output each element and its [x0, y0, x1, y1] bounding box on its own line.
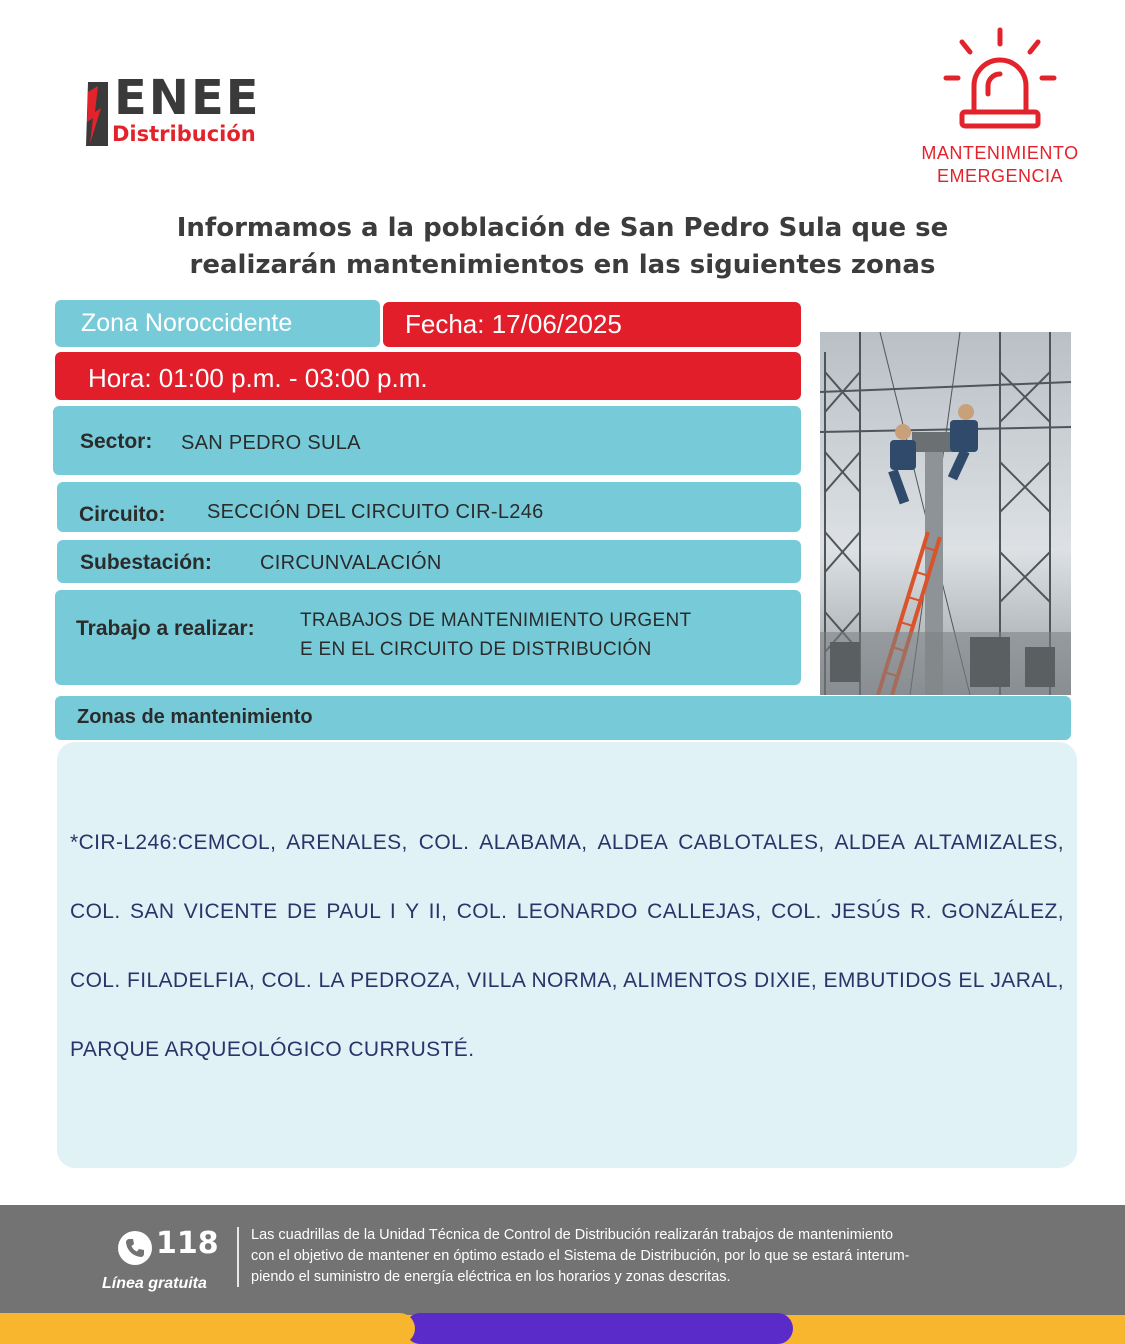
- zonas-title: Zonas de mantenimiento: [77, 706, 313, 728]
- zonas-title-bar: [55, 696, 1071, 740]
- substation-workers-photo: [820, 332, 1071, 695]
- alarm-label: [900, 142, 1100, 188]
- fecha-box: Fecha: 17/06/2025: [383, 302, 801, 347]
- footer-divider: [237, 1227, 239, 1287]
- trabajo-label: Trabajo a realizar:: [76, 617, 255, 640]
- alarm-badge: [900, 24, 1100, 194]
- zona-box: Zona Noroccidente: [55, 300, 380, 347]
- sector-label: Sector:: [80, 430, 153, 453]
- footer: [0, 1205, 1125, 1315]
- sector-value: SAN PEDRO SULA: [181, 432, 361, 454]
- alarm-label-line1: MANTENIMIENTO: [921, 143, 1079, 163]
- hotline-label: Línea gratuita: [102, 1275, 207, 1292]
- subestacion-label: Subestación:: [80, 551, 212, 574]
- hotline[interactable]: [100, 1227, 225, 1297]
- footer-notice-line3: piendo el suministro de energía eléctrica en los horarios y zonas descritas.: [251, 1269, 731, 1285]
- footer-notice: [251, 1225, 1051, 1288]
- trabajo-value-line1: TRABAJOS DE MANTENIMIENTO URGENT: [300, 610, 692, 631]
- alarm-siren-icon: [940, 24, 1060, 134]
- circuito-label: Circuito:: [79, 503, 166, 526]
- circuito-value: SECCIÓN DEL CIRCUITO CIR-L246: [207, 501, 544, 523]
- substation-photo-illustration: [820, 332, 1071, 695]
- zonas-list-box: [57, 742, 1077, 1168]
- bottom-stripe-purple: [405, 1313, 793, 1344]
- enee-logo-mark-icon: [84, 82, 108, 146]
- hotline-number: 118: [156, 1226, 219, 1261]
- heading-line2: realizarán mantenimientos en las siguientes zonas: [189, 250, 936, 280]
- zonas-list-text: *CIR-L246:CEMCOL, ARENALES, COL. ALABAMA, ALDEA CABLOTALES, ALDEA ALTAMIZALES, COL. SAN VICENTE DE PAUL I Y II, COL. LEONARDO CALLEJAS, COL. JESÚS R. GONZÁLEZ, COL. FILADELFIA, COL. LA PEDROZA, VILLA NORMA, ALIMENTOS DIXIE, EMBUTIDOS EL JARAL, PARQUE ARQUEOLÓGICO CURRUSTÉ.: [70, 831, 1064, 1061]
- heading-line1: Informamos a la población de San Pedro Sula que se: [176, 213, 949, 243]
- page-heading: [60, 210, 1065, 284]
- alarm-label-line2: EMERGENCIA: [936, 166, 1064, 186]
- enee-logo: [84, 70, 314, 150]
- footer-notice-line2: con el objetivo de mantener en óptimo estado el Sistema de Distribución, por lo que se estará interum-: [251, 1248, 910, 1264]
- bottom-stripe-orange: [0, 1313, 415, 1344]
- circuito-box: [57, 482, 801, 532]
- trabajo-box: [55, 590, 801, 685]
- footer-notice-line1: Las cuadrillas de la Unidad Técnica de Control de Distribución realizarán trabajos de mantenimiento: [251, 1227, 894, 1243]
- sector-box: [53, 406, 801, 475]
- trabajo-value-line2: E EN EL CIRCUITO DE DISTRIBUCIÓN: [300, 639, 652, 660]
- logo-subtitle: Distribución: [112, 122, 256, 146]
- phone-icon: [118, 1231, 152, 1265]
- subestacion-value: CIRCUNVALACIÓN: [260, 552, 442, 574]
- hora-box: Hora: 01:00 p.m. - 03:00 p.m.: [55, 352, 801, 400]
- logo-brand-name: ENEE: [114, 70, 261, 126]
- subestacion-box: [57, 540, 801, 583]
